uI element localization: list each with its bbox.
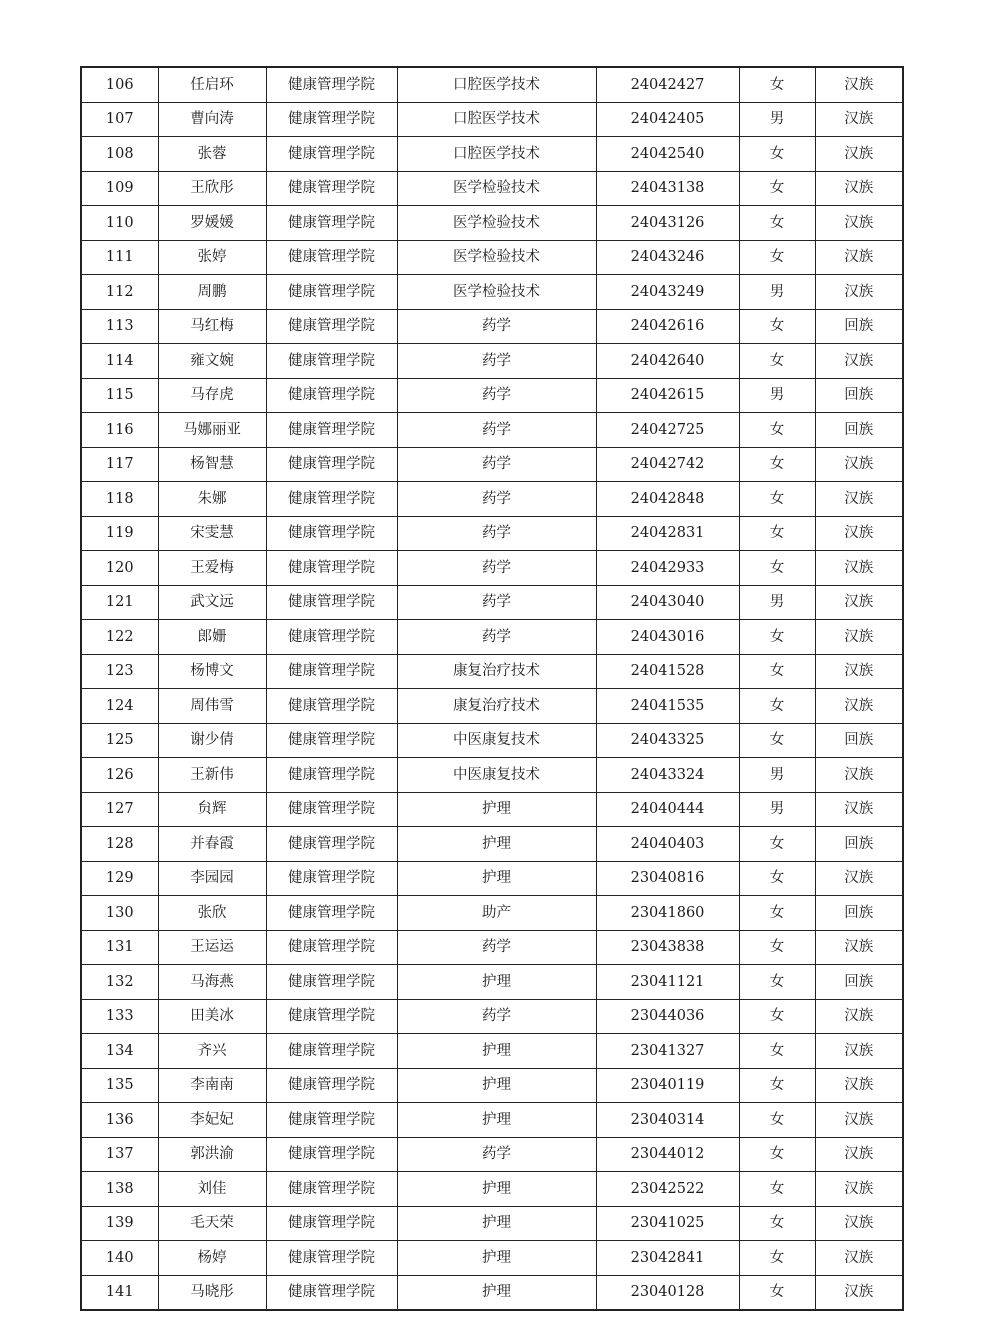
ethnicity-cell: 汉族 <box>815 206 903 241</box>
student-name-cell: 王爱梅 <box>158 551 266 586</box>
college-cell: 健康管理学院 <box>266 654 397 689</box>
student-name-cell: 张欣 <box>158 896 266 931</box>
ethnicity-cell: 汉族 <box>815 67 903 102</box>
ethnicity-cell: 汉族 <box>815 585 903 620</box>
student-id-cell: 24042725 <box>596 413 739 448</box>
student-id-cell: 24042831 <box>596 516 739 551</box>
gender-cell: 女 <box>739 206 815 241</box>
student-name-cell: 郭洪渝 <box>158 1137 266 1172</box>
row-number-cell: 116 <box>81 413 158 448</box>
major-cell: 护理 <box>397 1172 596 1207</box>
student-name-cell: 田美冰 <box>158 999 266 1034</box>
major-cell: 护理 <box>397 1206 596 1241</box>
gender-cell: 女 <box>739 137 815 172</box>
ethnicity-cell: 回族 <box>815 827 903 862</box>
student-name-cell: 曹向涛 <box>158 102 266 137</box>
row-number-cell: 128 <box>81 827 158 862</box>
student-id-cell: 23044036 <box>596 999 739 1034</box>
student-name-cell: 李南南 <box>158 1068 266 1103</box>
row-number-cell: 123 <box>81 654 158 689</box>
table-row <box>81 206 903 241</box>
major-cell: 护理 <box>397 1034 596 1069</box>
ethnicity-cell: 回族 <box>815 965 903 1000</box>
table-row <box>81 171 903 206</box>
student-name-cell: 李妃妃 <box>158 1103 266 1138</box>
college-cell: 健康管理学院 <box>266 1241 397 1276</box>
table-row <box>81 930 903 965</box>
row-number-cell: 127 <box>81 792 158 827</box>
ethnicity-cell: 回族 <box>815 896 903 931</box>
row-number-cell: 126 <box>81 758 158 793</box>
table-row <box>81 792 903 827</box>
student-id-cell: 24042848 <box>596 482 739 517</box>
student-id-cell: 24043246 <box>596 240 739 275</box>
student-name-cell: 张婷 <box>158 240 266 275</box>
college-cell: 健康管理学院 <box>266 516 397 551</box>
table-row <box>81 620 903 655</box>
table-row <box>81 965 903 1000</box>
major-cell: 医学检验技术 <box>397 275 596 310</box>
ethnicity-cell: 汉族 <box>815 137 903 172</box>
row-number-cell: 129 <box>81 861 158 896</box>
college-cell: 健康管理学院 <box>266 758 397 793</box>
student-name-cell: 宋雯慧 <box>158 516 266 551</box>
gender-cell: 女 <box>739 1103 815 1138</box>
student-name-cell: 马海燕 <box>158 965 266 1000</box>
student-name-cell: 周鹏 <box>158 275 266 310</box>
major-cell: 医学检验技术 <box>397 171 596 206</box>
major-cell: 药学 <box>397 309 596 344</box>
gender-cell: 女 <box>739 1172 815 1207</box>
student-name-cell: 齐兴 <box>158 1034 266 1069</box>
college-cell: 健康管理学院 <box>266 1034 397 1069</box>
ethnicity-cell: 汉族 <box>815 551 903 586</box>
table-row <box>81 344 903 379</box>
row-number-cell: 108 <box>81 137 158 172</box>
row-number-cell: 115 <box>81 378 158 413</box>
gender-cell: 男 <box>739 102 815 137</box>
gender-cell: 男 <box>739 275 815 310</box>
row-number-cell: 137 <box>81 1137 158 1172</box>
college-cell: 健康管理学院 <box>266 1068 397 1103</box>
gender-cell: 男 <box>739 378 815 413</box>
ethnicity-cell: 汉族 <box>815 482 903 517</box>
ethnicity-cell: 汉族 <box>815 447 903 482</box>
row-number-cell: 125 <box>81 723 158 758</box>
major-cell: 护理 <box>397 965 596 1000</box>
table-row <box>81 585 903 620</box>
student-id-cell: 23042841 <box>596 1241 739 1276</box>
college-cell: 健康管理学院 <box>266 551 397 586</box>
gender-cell: 女 <box>739 1241 815 1276</box>
ethnicity-cell: 汉族 <box>815 861 903 896</box>
gender-cell: 女 <box>739 723 815 758</box>
table-row <box>81 551 903 586</box>
gender-cell: 女 <box>739 344 815 379</box>
college-cell: 健康管理学院 <box>266 792 397 827</box>
college-cell: 健康管理学院 <box>266 1275 397 1310</box>
row-number-cell: 119 <box>81 516 158 551</box>
student-id-cell: 24042615 <box>596 378 739 413</box>
gender-cell: 女 <box>739 1275 815 1310</box>
row-number-cell: 112 <box>81 275 158 310</box>
ethnicity-cell: 汉族 <box>815 689 903 724</box>
student-id-cell: 24043138 <box>596 171 739 206</box>
table-row <box>81 758 903 793</box>
row-number-cell: 135 <box>81 1068 158 1103</box>
major-cell: 药学 <box>397 930 596 965</box>
major-cell: 中医康复技术 <box>397 723 596 758</box>
gender-cell: 男 <box>739 792 815 827</box>
row-number-cell: 106 <box>81 67 158 102</box>
student-name-cell: 周伟雪 <box>158 689 266 724</box>
gender-cell: 女 <box>739 67 815 102</box>
major-cell: 口腔医学技术 <box>397 102 596 137</box>
student-name-cell: 马存虎 <box>158 378 266 413</box>
student-id-cell: 23041860 <box>596 896 739 931</box>
row-number-cell: 140 <box>81 1241 158 1276</box>
college-cell: 健康管理学院 <box>266 723 397 758</box>
student-name-cell: 王运运 <box>158 930 266 965</box>
ethnicity-cell: 回族 <box>815 309 903 344</box>
gender-cell: 女 <box>739 482 815 517</box>
student-id-cell: 23041025 <box>596 1206 739 1241</box>
student-name-cell: 朱娜 <box>158 482 266 517</box>
college-cell: 健康管理学院 <box>266 965 397 1000</box>
table-row <box>81 1275 903 1310</box>
major-cell: 护理 <box>397 792 596 827</box>
major-cell: 药学 <box>397 378 596 413</box>
row-number-cell: 117 <box>81 447 158 482</box>
table-row <box>81 999 903 1034</box>
table-row <box>81 896 903 931</box>
row-number-cell: 131 <box>81 930 158 965</box>
row-number-cell: 118 <box>81 482 158 517</box>
major-cell: 口腔医学技术 <box>397 67 596 102</box>
ethnicity-cell: 汉族 <box>815 171 903 206</box>
college-cell: 健康管理学院 <box>266 896 397 931</box>
college-cell: 健康管理学院 <box>266 275 397 310</box>
student-id-cell: 24042540 <box>596 137 739 172</box>
student-name-cell: 马娜丽亚 <box>158 413 266 448</box>
gender-cell: 女 <box>739 689 815 724</box>
gender-cell: 女 <box>739 1034 815 1069</box>
ethnicity-cell: 汉族 <box>815 1172 903 1207</box>
major-cell: 药学 <box>397 516 596 551</box>
college-cell: 健康管理学院 <box>266 447 397 482</box>
document-page <box>80 66 902 1311</box>
student-name-cell: 郎姗 <box>158 620 266 655</box>
row-number-cell: 136 <box>81 1103 158 1138</box>
student-name-cell: 王欣彤 <box>158 171 266 206</box>
college-cell: 健康管理学院 <box>266 171 397 206</box>
ethnicity-cell: 汉族 <box>815 999 903 1034</box>
major-cell: 药学 <box>397 482 596 517</box>
ethnicity-cell: 回族 <box>815 723 903 758</box>
row-number-cell: 138 <box>81 1172 158 1207</box>
gender-cell: 女 <box>739 896 815 931</box>
student-id-cell: 24043126 <box>596 206 739 241</box>
major-cell: 药学 <box>397 999 596 1034</box>
table-row <box>81 137 903 172</box>
college-cell: 健康管理学院 <box>266 1103 397 1138</box>
gender-cell: 女 <box>739 447 815 482</box>
gender-cell: 女 <box>739 965 815 1000</box>
major-cell: 护理 <box>397 861 596 896</box>
major-cell: 药学 <box>397 344 596 379</box>
major-cell: 医学检验技术 <box>397 206 596 241</box>
college-cell: 健康管理学院 <box>266 1206 397 1241</box>
student-id-cell: 24042427 <box>596 67 739 102</box>
major-cell: 中医康复技术 <box>397 758 596 793</box>
gender-cell: 女 <box>739 1137 815 1172</box>
college-cell: 健康管理学院 <box>266 240 397 275</box>
student-id-cell: 24042933 <box>596 551 739 586</box>
major-cell: 药学 <box>397 447 596 482</box>
gender-cell: 女 <box>739 827 815 862</box>
major-cell: 医学检验技术 <box>397 240 596 275</box>
gender-cell: 女 <box>739 171 815 206</box>
student-id-cell: 23040816 <box>596 861 739 896</box>
student-name-cell: 贠辉 <box>158 792 266 827</box>
gender-cell: 女 <box>739 551 815 586</box>
college-cell: 健康管理学院 <box>266 620 397 655</box>
row-number-cell: 110 <box>81 206 158 241</box>
student-id-cell: 24042742 <box>596 447 739 482</box>
row-number-cell: 133 <box>81 999 158 1034</box>
student-id-cell: 24040444 <box>596 792 739 827</box>
table-row <box>81 723 903 758</box>
college-cell: 健康管理学院 <box>266 585 397 620</box>
row-number-cell: 111 <box>81 240 158 275</box>
gender-cell: 女 <box>739 999 815 1034</box>
student-id-cell: 23041121 <box>596 965 739 1000</box>
table-row <box>81 378 903 413</box>
college-cell: 健康管理学院 <box>266 102 397 137</box>
row-number-cell: 121 <box>81 585 158 620</box>
college-cell: 健康管理学院 <box>266 827 397 862</box>
student-name-cell: 杨博文 <box>158 654 266 689</box>
student-id-cell: 24042616 <box>596 309 739 344</box>
row-number-cell: 114 <box>81 344 158 379</box>
table-row <box>81 516 903 551</box>
student-roster-table <box>80 66 904 1311</box>
major-cell: 药学 <box>397 620 596 655</box>
ethnicity-cell: 回族 <box>815 378 903 413</box>
student-id-cell: 24043016 <box>596 620 739 655</box>
student-id-cell: 24040403 <box>596 827 739 862</box>
row-number-cell: 120 <box>81 551 158 586</box>
table-row <box>81 1034 903 1069</box>
ethnicity-cell: 汉族 <box>815 1275 903 1310</box>
table-row <box>81 861 903 896</box>
gender-cell: 男 <box>739 585 815 620</box>
major-cell: 药学 <box>397 1137 596 1172</box>
table-row <box>81 1206 903 1241</box>
major-cell: 护理 <box>397 827 596 862</box>
student-id-cell: 23040128 <box>596 1275 739 1310</box>
student-id-cell: 23040119 <box>596 1068 739 1103</box>
gender-cell: 女 <box>739 1206 815 1241</box>
student-name-cell: 武文远 <box>158 585 266 620</box>
student-name-cell: 杨婷 <box>158 1241 266 1276</box>
table-row <box>81 1241 903 1276</box>
table-row <box>81 275 903 310</box>
college-cell: 健康管理学院 <box>266 309 397 344</box>
gender-cell: 男 <box>739 758 815 793</box>
ethnicity-cell: 汉族 <box>815 1034 903 1069</box>
table-row <box>81 689 903 724</box>
table-row <box>81 102 903 137</box>
major-cell: 助产 <box>397 896 596 931</box>
student-id-cell: 24042405 <box>596 102 739 137</box>
major-cell: 药学 <box>397 551 596 586</box>
gender-cell: 女 <box>739 930 815 965</box>
major-cell: 康复治疗技术 <box>397 654 596 689</box>
gender-cell: 女 <box>739 309 815 344</box>
table-row <box>81 1068 903 1103</box>
student-name-cell: 马红梅 <box>158 309 266 344</box>
student-id-cell: 23041327 <box>596 1034 739 1069</box>
table-row <box>81 827 903 862</box>
college-cell: 健康管理学院 <box>266 206 397 241</box>
table-row <box>81 67 903 102</box>
college-cell: 健康管理学院 <box>266 378 397 413</box>
major-cell: 护理 <box>397 1068 596 1103</box>
student-id-cell: 24041528 <box>596 654 739 689</box>
table-row <box>81 240 903 275</box>
row-number-cell: 132 <box>81 965 158 1000</box>
gender-cell: 女 <box>739 620 815 655</box>
row-number-cell: 134 <box>81 1034 158 1069</box>
college-cell: 健康管理学院 <box>266 999 397 1034</box>
row-number-cell: 141 <box>81 1275 158 1310</box>
table-row <box>81 413 903 448</box>
gender-cell: 女 <box>739 861 815 896</box>
student-id-cell: 24043249 <box>596 275 739 310</box>
gender-cell: 女 <box>739 654 815 689</box>
ethnicity-cell: 汉族 <box>815 1206 903 1241</box>
ethnicity-cell: 汉族 <box>815 1068 903 1103</box>
row-number-cell: 107 <box>81 102 158 137</box>
major-cell: 口腔医学技术 <box>397 137 596 172</box>
table-row <box>81 447 903 482</box>
gender-cell: 女 <box>739 240 815 275</box>
row-number-cell: 139 <box>81 1206 158 1241</box>
student-name-cell: 王新伟 <box>158 758 266 793</box>
ethnicity-cell: 汉族 <box>815 792 903 827</box>
ethnicity-cell: 回族 <box>815 413 903 448</box>
student-name-cell: 刘佳 <box>158 1172 266 1207</box>
ethnicity-cell: 汉族 <box>815 758 903 793</box>
student-id-cell: 24043325 <box>596 723 739 758</box>
ethnicity-cell: 汉族 <box>815 1137 903 1172</box>
gender-cell: 女 <box>739 413 815 448</box>
table-row <box>81 1137 903 1172</box>
student-name-cell: 并春霞 <box>158 827 266 862</box>
student-name-cell: 罗媛媛 <box>158 206 266 241</box>
student-id-cell: 24043040 <box>596 585 739 620</box>
table-row <box>81 1103 903 1138</box>
college-cell: 健康管理学院 <box>266 1172 397 1207</box>
college-cell: 健康管理学院 <box>266 930 397 965</box>
college-cell: 健康管理学院 <box>266 1137 397 1172</box>
table-row <box>81 654 903 689</box>
college-cell: 健康管理学院 <box>266 413 397 448</box>
student-id-cell: 23043838 <box>596 930 739 965</box>
major-cell: 药学 <box>397 413 596 448</box>
college-cell: 健康管理学院 <box>266 482 397 517</box>
college-cell: 健康管理学院 <box>266 861 397 896</box>
roster-body <box>81 67 903 1310</box>
ethnicity-cell: 汉族 <box>815 102 903 137</box>
ethnicity-cell: 汉族 <box>815 930 903 965</box>
ethnicity-cell: 汉族 <box>815 620 903 655</box>
ethnicity-cell: 汉族 <box>815 240 903 275</box>
student-id-cell: 24041535 <box>596 689 739 724</box>
table-row <box>81 309 903 344</box>
student-id-cell: 23044012 <box>596 1137 739 1172</box>
student-id-cell: 23042522 <box>596 1172 739 1207</box>
student-name-cell: 马晓彤 <box>158 1275 266 1310</box>
student-id-cell: 23040314 <box>596 1103 739 1138</box>
row-number-cell: 109 <box>81 171 158 206</box>
row-number-cell: 113 <box>81 309 158 344</box>
row-number-cell: 122 <box>81 620 158 655</box>
student-name-cell: 杨智慧 <box>158 447 266 482</box>
major-cell: 护理 <box>397 1275 596 1310</box>
major-cell: 护理 <box>397 1241 596 1276</box>
student-name-cell: 雍文婉 <box>158 344 266 379</box>
ethnicity-cell: 汉族 <box>815 516 903 551</box>
major-cell: 药学 <box>397 585 596 620</box>
major-cell: 护理 <box>397 1103 596 1138</box>
ethnicity-cell: 汉族 <box>815 344 903 379</box>
ethnicity-cell: 汉族 <box>815 1241 903 1276</box>
table-row <box>81 482 903 517</box>
college-cell: 健康管理学院 <box>266 689 397 724</box>
gender-cell: 女 <box>739 1068 815 1103</box>
student-name-cell: 谢少倩 <box>158 723 266 758</box>
student-name-cell: 毛天荣 <box>158 1206 266 1241</box>
table-row <box>81 1172 903 1207</box>
student-name-cell: 张蓉 <box>158 137 266 172</box>
row-number-cell: 130 <box>81 896 158 931</box>
college-cell: 健康管理学院 <box>266 137 397 172</box>
student-name-cell: 李园园 <box>158 861 266 896</box>
ethnicity-cell: 汉族 <box>815 654 903 689</box>
student-id-cell: 24042640 <box>596 344 739 379</box>
gender-cell: 女 <box>739 516 815 551</box>
student-id-cell: 24043324 <box>596 758 739 793</box>
row-number-cell: 124 <box>81 689 158 724</box>
student-name-cell: 任启环 <box>158 67 266 102</box>
ethnicity-cell: 汉族 <box>815 275 903 310</box>
college-cell: 健康管理学院 <box>266 67 397 102</box>
major-cell: 康复治疗技术 <box>397 689 596 724</box>
college-cell: 健康管理学院 <box>266 344 397 379</box>
ethnicity-cell: 汉族 <box>815 1103 903 1138</box>
